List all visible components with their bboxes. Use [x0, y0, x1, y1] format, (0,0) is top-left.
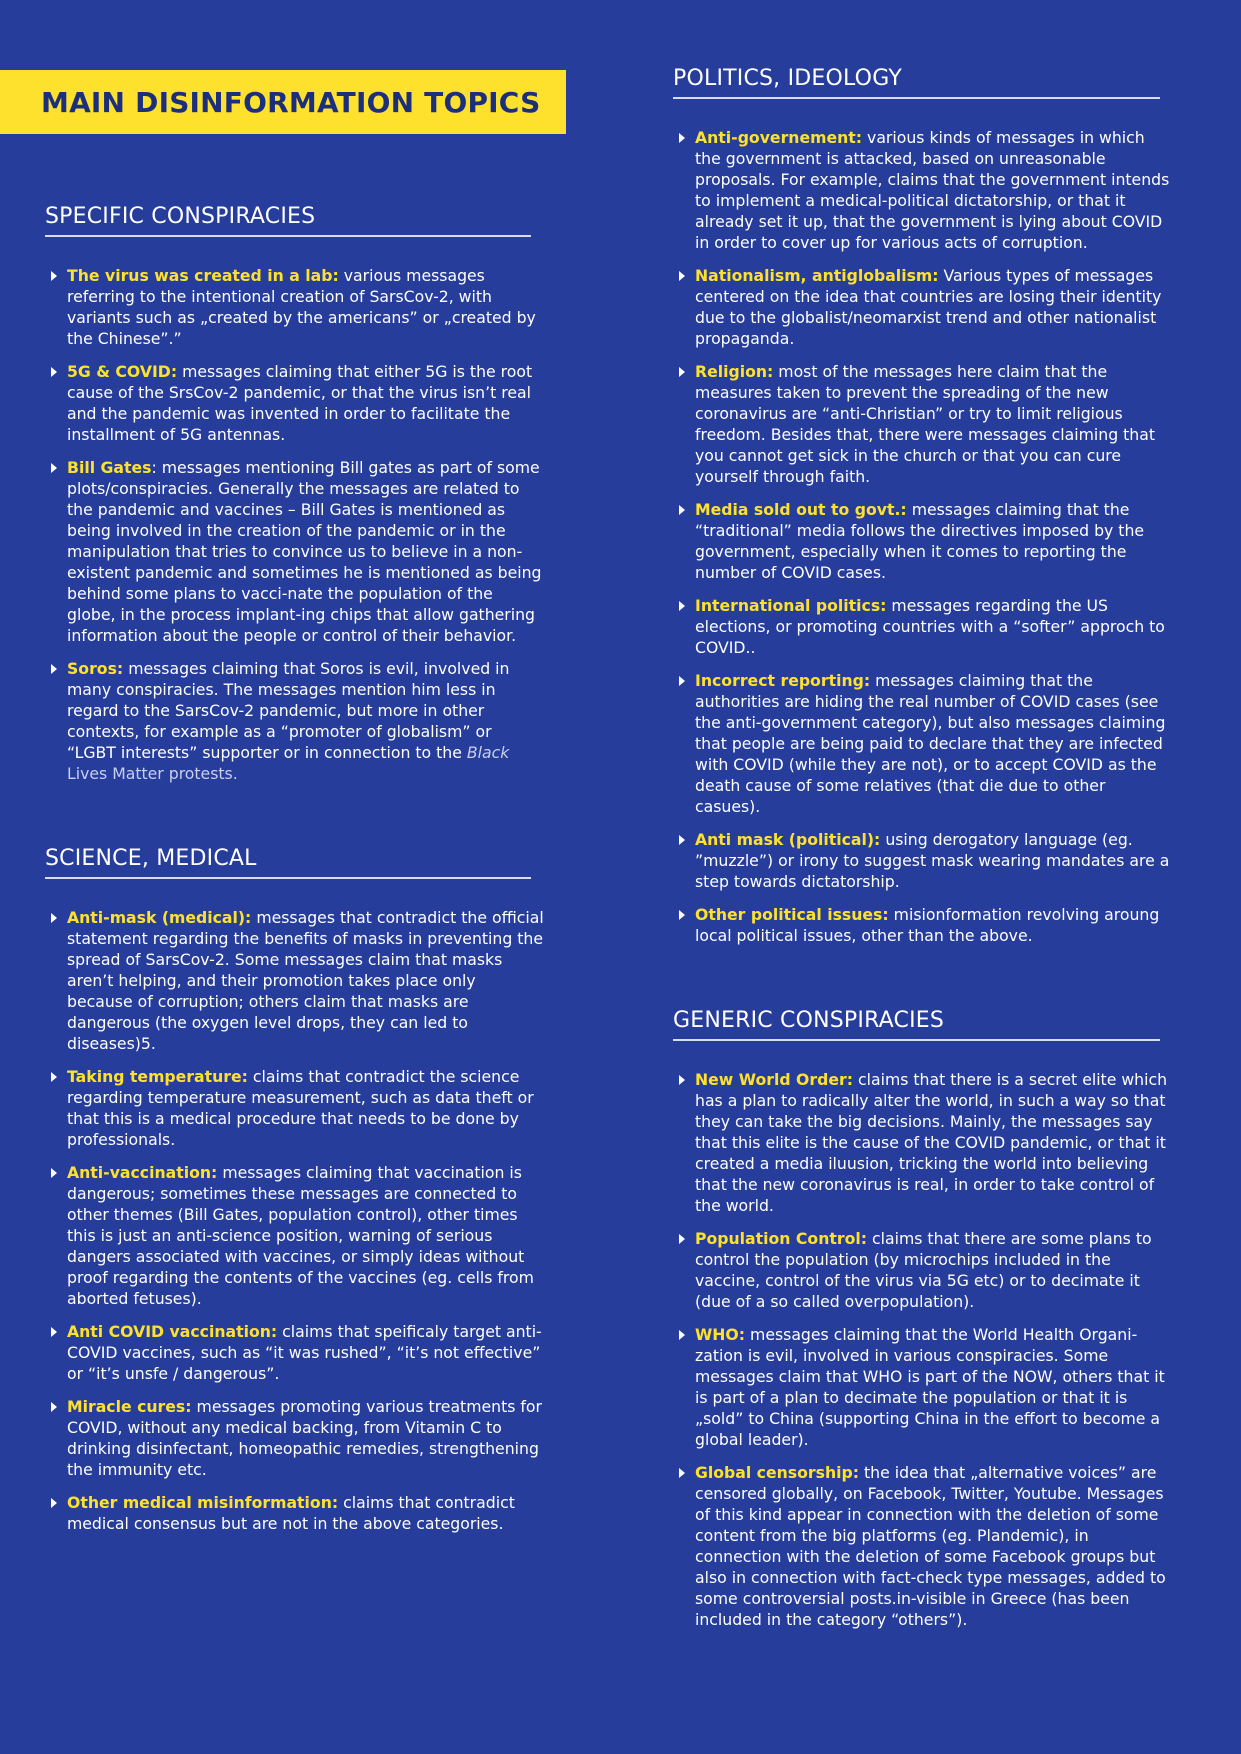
topic-term: Media sold out to govt.:: [695, 500, 907, 519]
section-politics-ideology: [673, 66, 1173, 946]
topic-term: Religion:: [695, 362, 774, 381]
topic-text: messages claiming that vaccination is dangerous; sometimes these messages are connected to other themes (Bill Gates, population control), other times this is just an anti-science position, warning of serious dangers associated with vaccines, or simply ideas without proof regarding the contents of the vaccines (eg. cells from aborted fetuses).: [67, 1163, 534, 1308]
triangle-bullet-icon: [679, 133, 685, 143]
triangle-bullet-icon: [51, 664, 57, 674]
topic-text: misionformation revolving aroung local political issues, other than the above.: [695, 905, 1160, 945]
triangle-bullet-icon: [679, 1468, 685, 1478]
section-science-medical: [45, 846, 545, 1534]
topic-text: messages claiming that either 5G is the root cause of the SrsCov-2 pandemic, or that the virus isn’t real and the pandemic was invented in order to facilitate the installment of 5G antennas.: [67, 362, 533, 444]
topic-text: messages claiming that the World Health Organi-zation is evil, involved in various conspiracies. Some messages claim that WHO is part of the NOW, others that it is part of a plan to decimate the population or that it is „sold” to China (supporting China in the effort to become a global leader).: [695, 1325, 1165, 1449]
topic-item: [45, 907, 545, 1054]
topic-item: [45, 265, 545, 349]
triangle-bullet-icon: [679, 367, 685, 377]
topic-term: Incorrect reporting:: [695, 671, 871, 690]
topic-item: [673, 1462, 1173, 1630]
section-title: SCIENCE, MEDICAL: [45, 846, 531, 879]
topic-term: Global censorship:: [695, 1463, 860, 1482]
topic-text: various messages referring to the intentional creation of SarsCov-2, with variants such as „created by the americans” or „created by the Chinese”.”: [67, 266, 536, 348]
topic-text: using derogatory language (eg. ”muzzle”) or irony to suggest mask wearing mandates are a step towards dictatorship.: [695, 830, 1170, 891]
topic-text: messages claiming that the authorities are hiding the real number of COVID cases (see the anti-government category), but also messages claiming that people are being paid to declare that they are infected with COVID (while they are not), or to accept COVID as the death cause of some relatives (that die due to other casues).: [695, 671, 1166, 816]
triangle-bullet-icon: [679, 910, 685, 920]
triangle-bullet-icon: [679, 601, 685, 611]
topic-list: [673, 127, 1173, 946]
topic-text: messages that contradict the official statement regarding the benefits of masks in preventing the spread of SarsCov-2. Some messages claim that masks aren’t helping, and their promotion takes place only because of corruption; others claim that masks are dangerous (the oxygen level drops, they can led to diseases)5.: [67, 908, 544, 1053]
topic-term: The virus was created in a lab:: [67, 266, 339, 285]
topic-item: [673, 1228, 1173, 1312]
triangle-bullet-icon: [51, 1072, 57, 1082]
triangle-bullet-icon: [51, 463, 57, 473]
topic-text-tail: Lives Matter protests.: [67, 764, 238, 783]
topic-list: [673, 1069, 1173, 1630]
topic-text: claims that speificaly target anti-COVID vaccines, such as “it was rushed”, “it’s not effective” or “it’s unsfe / dangerous”.: [67, 1322, 542, 1383]
triangle-bullet-icon: [51, 1327, 57, 1337]
topic-item: [673, 499, 1173, 583]
topic-term: 5G & COVID:: [67, 362, 178, 381]
section-title: SPECIFIC CONSPIRACIES: [45, 204, 531, 237]
topic-text-italic: Black: [466, 743, 510, 762]
topic-term: Anti COVID vaccination:: [67, 1322, 278, 1341]
triangle-bullet-icon: [51, 913, 57, 923]
triangle-bullet-icon: [51, 367, 57, 377]
topic-text: the idea that „alternative voices” are censored globally, on Facebook, Twitter, Youtube. Messages of this kind appear in connection with the deletion of some content from the big platforms (eg. Plandemic), in connection with the deletion of some Facebook groups but also in connection with fact-check type messages, added to some controversial posts.in-visible in Greece (has been included in the category “others”).: [695, 1463, 1166, 1629]
topic-item: [45, 658, 545, 784]
section-title: GENERIC CONSPIRACIES: [673, 1008, 1160, 1041]
topic-item: [45, 1492, 545, 1534]
topic-item: [45, 457, 545, 646]
triangle-bullet-icon: [51, 271, 57, 281]
section-title: POLITICS, IDEOLOGY: [673, 66, 1160, 99]
triangle-bullet-icon: [679, 1234, 685, 1244]
triangle-bullet-icon: [51, 1498, 57, 1508]
topic-term: Soros:: [67, 659, 124, 678]
topic-term: Anti-governement:: [695, 128, 863, 147]
topic-text: messages claiming that the “traditional” media follows the directives imposed by the government, especially when it comes to reporting the number of COVID cases.: [695, 500, 1145, 582]
topic-text: claims that there are some plans to control the population (by microchips included in the vaccine, control of the virus via 5G etc) or to decimate it (due of a so called overpopulation).: [695, 1229, 1152, 1311]
topic-text: messages promoting various treatments for COVID, without any medical backing, from Vitamin C to drinking disinfectant, homeopathic remedies, strengthening the immunity etc.: [67, 1397, 542, 1479]
right-column: [673, 66, 1173, 1642]
triangle-bullet-icon: [679, 271, 685, 281]
triangle-bullet-icon: [679, 1330, 685, 1340]
topic-item: [45, 361, 545, 445]
topic-text: messages regarding the US elections, or promoting countries with a “softer” approch to COVID..: [695, 596, 1165, 657]
topic-text: : messages mentioning Bill gates as part of some plots/conspiracies. Generally the messages are related to the pandemic and vaccines – Bill Gates is mentioned as being involved in the creation of the pandemic or in the manipulation that tries to convince us to believe in a non-existent pandemic and sometimes he is mentioned as being behind some plans to vacci-nate the population of the globe, in the process implant-ing chips that allow gathering information about the people or control of their behavior.: [67, 458, 542, 645]
section-specific-conspiracies: [45, 204, 545, 784]
topic-text: claims that there is a secret elite which has a plan to radically alter the world, in such a way so that they can take the big decisions. Mainly, the messages say that this elite is the cause of the COVID pandemic, or that it created a media iluusion, tricking the world into believing that the new coronavirus is real, in order to take control of the world.: [695, 1070, 1168, 1215]
topic-term: Bill Gates: [67, 458, 152, 477]
topic-term: Taking temperature:: [67, 1067, 248, 1086]
topic-item: [45, 1162, 545, 1309]
topic-text: various kinds of messages in which the government is attacked, based on unreasonable proposals. For example, claims that the government intends to implement a medical-political dictatorship, or that it already set it up, that the government is lying about COVID in order to cover up for various acts of corruption.: [695, 128, 1170, 252]
topic-list: [45, 907, 545, 1534]
topic-item: [45, 1066, 545, 1150]
triangle-bullet-icon: [679, 505, 685, 515]
topic-item: [45, 1396, 545, 1480]
triangle-bullet-icon: [679, 1075, 685, 1085]
topic-item: [673, 595, 1173, 658]
triangle-bullet-icon: [51, 1168, 57, 1178]
topic-item: [673, 829, 1173, 892]
topic-item: [673, 904, 1173, 946]
triangle-bullet-icon: [679, 835, 685, 845]
topic-term: New World Order:: [695, 1070, 854, 1089]
topic-term: Nationalism, antiglobalism:: [695, 266, 939, 285]
topic-list: [45, 265, 545, 784]
topic-text: messages claiming that Soros is evil, involved in many conspiracies. The messages mention him less in regard to the SarsCov-2 pandemic, but more in other contexts, for example as a “promoter of globalism” or “LGBT interests” supporter or in connection to the: [67, 659, 510, 762]
topic-term: International politics:: [695, 596, 887, 615]
topic-term: Other medical misinformation:: [67, 1493, 339, 1512]
topic-term: Other political issues:: [695, 905, 889, 924]
topic-term: WHO:: [695, 1325, 746, 1344]
main-title: MAIN DISINFORMATION TOPICS: [41, 85, 541, 119]
topic-text: claims that contradict the science regarding temperature measurement, such as data theft or that this is a medical procedure that needs to be done by professionals.: [67, 1067, 534, 1149]
topic-text: most of the messages here claim that the measures taken to prevent the spreading of the new coronavirus are “anti-Christian” or try to limit religious freedom. Besides that, there were messages claiming that you cannot get sick in the church or that you can cure yourself through faith.: [695, 362, 1155, 486]
topic-item: [673, 361, 1173, 487]
topic-item: [673, 127, 1173, 253]
left-column: [45, 204, 545, 1546]
topic-item: [673, 1324, 1173, 1450]
topic-term: Anti-vaccination:: [67, 1163, 218, 1182]
topic-term: Anti mask (political):: [695, 830, 881, 849]
section-generic-conspiracies: [673, 1008, 1173, 1630]
triangle-bullet-icon: [51, 1402, 57, 1412]
topic-text: claims that contradict medical consensus but are not in the above categories.: [67, 1493, 515, 1533]
topic-term: Miracle cures:: [67, 1397, 192, 1416]
topic-item: [673, 1069, 1173, 1216]
main-title-banner: [0, 70, 566, 134]
topic-term: Population Control:: [695, 1229, 868, 1248]
topic-item: [673, 265, 1173, 349]
topic-item: [673, 670, 1173, 817]
topic-text: Various types of messages centered on the idea that countries are losing their identity due to the globalist/neomarxist trend and other nationalist propaganda.: [695, 266, 1162, 348]
topic-term: Anti-mask (medical):: [67, 908, 252, 927]
topic-item: [45, 1321, 545, 1384]
triangle-bullet-icon: [679, 676, 685, 686]
